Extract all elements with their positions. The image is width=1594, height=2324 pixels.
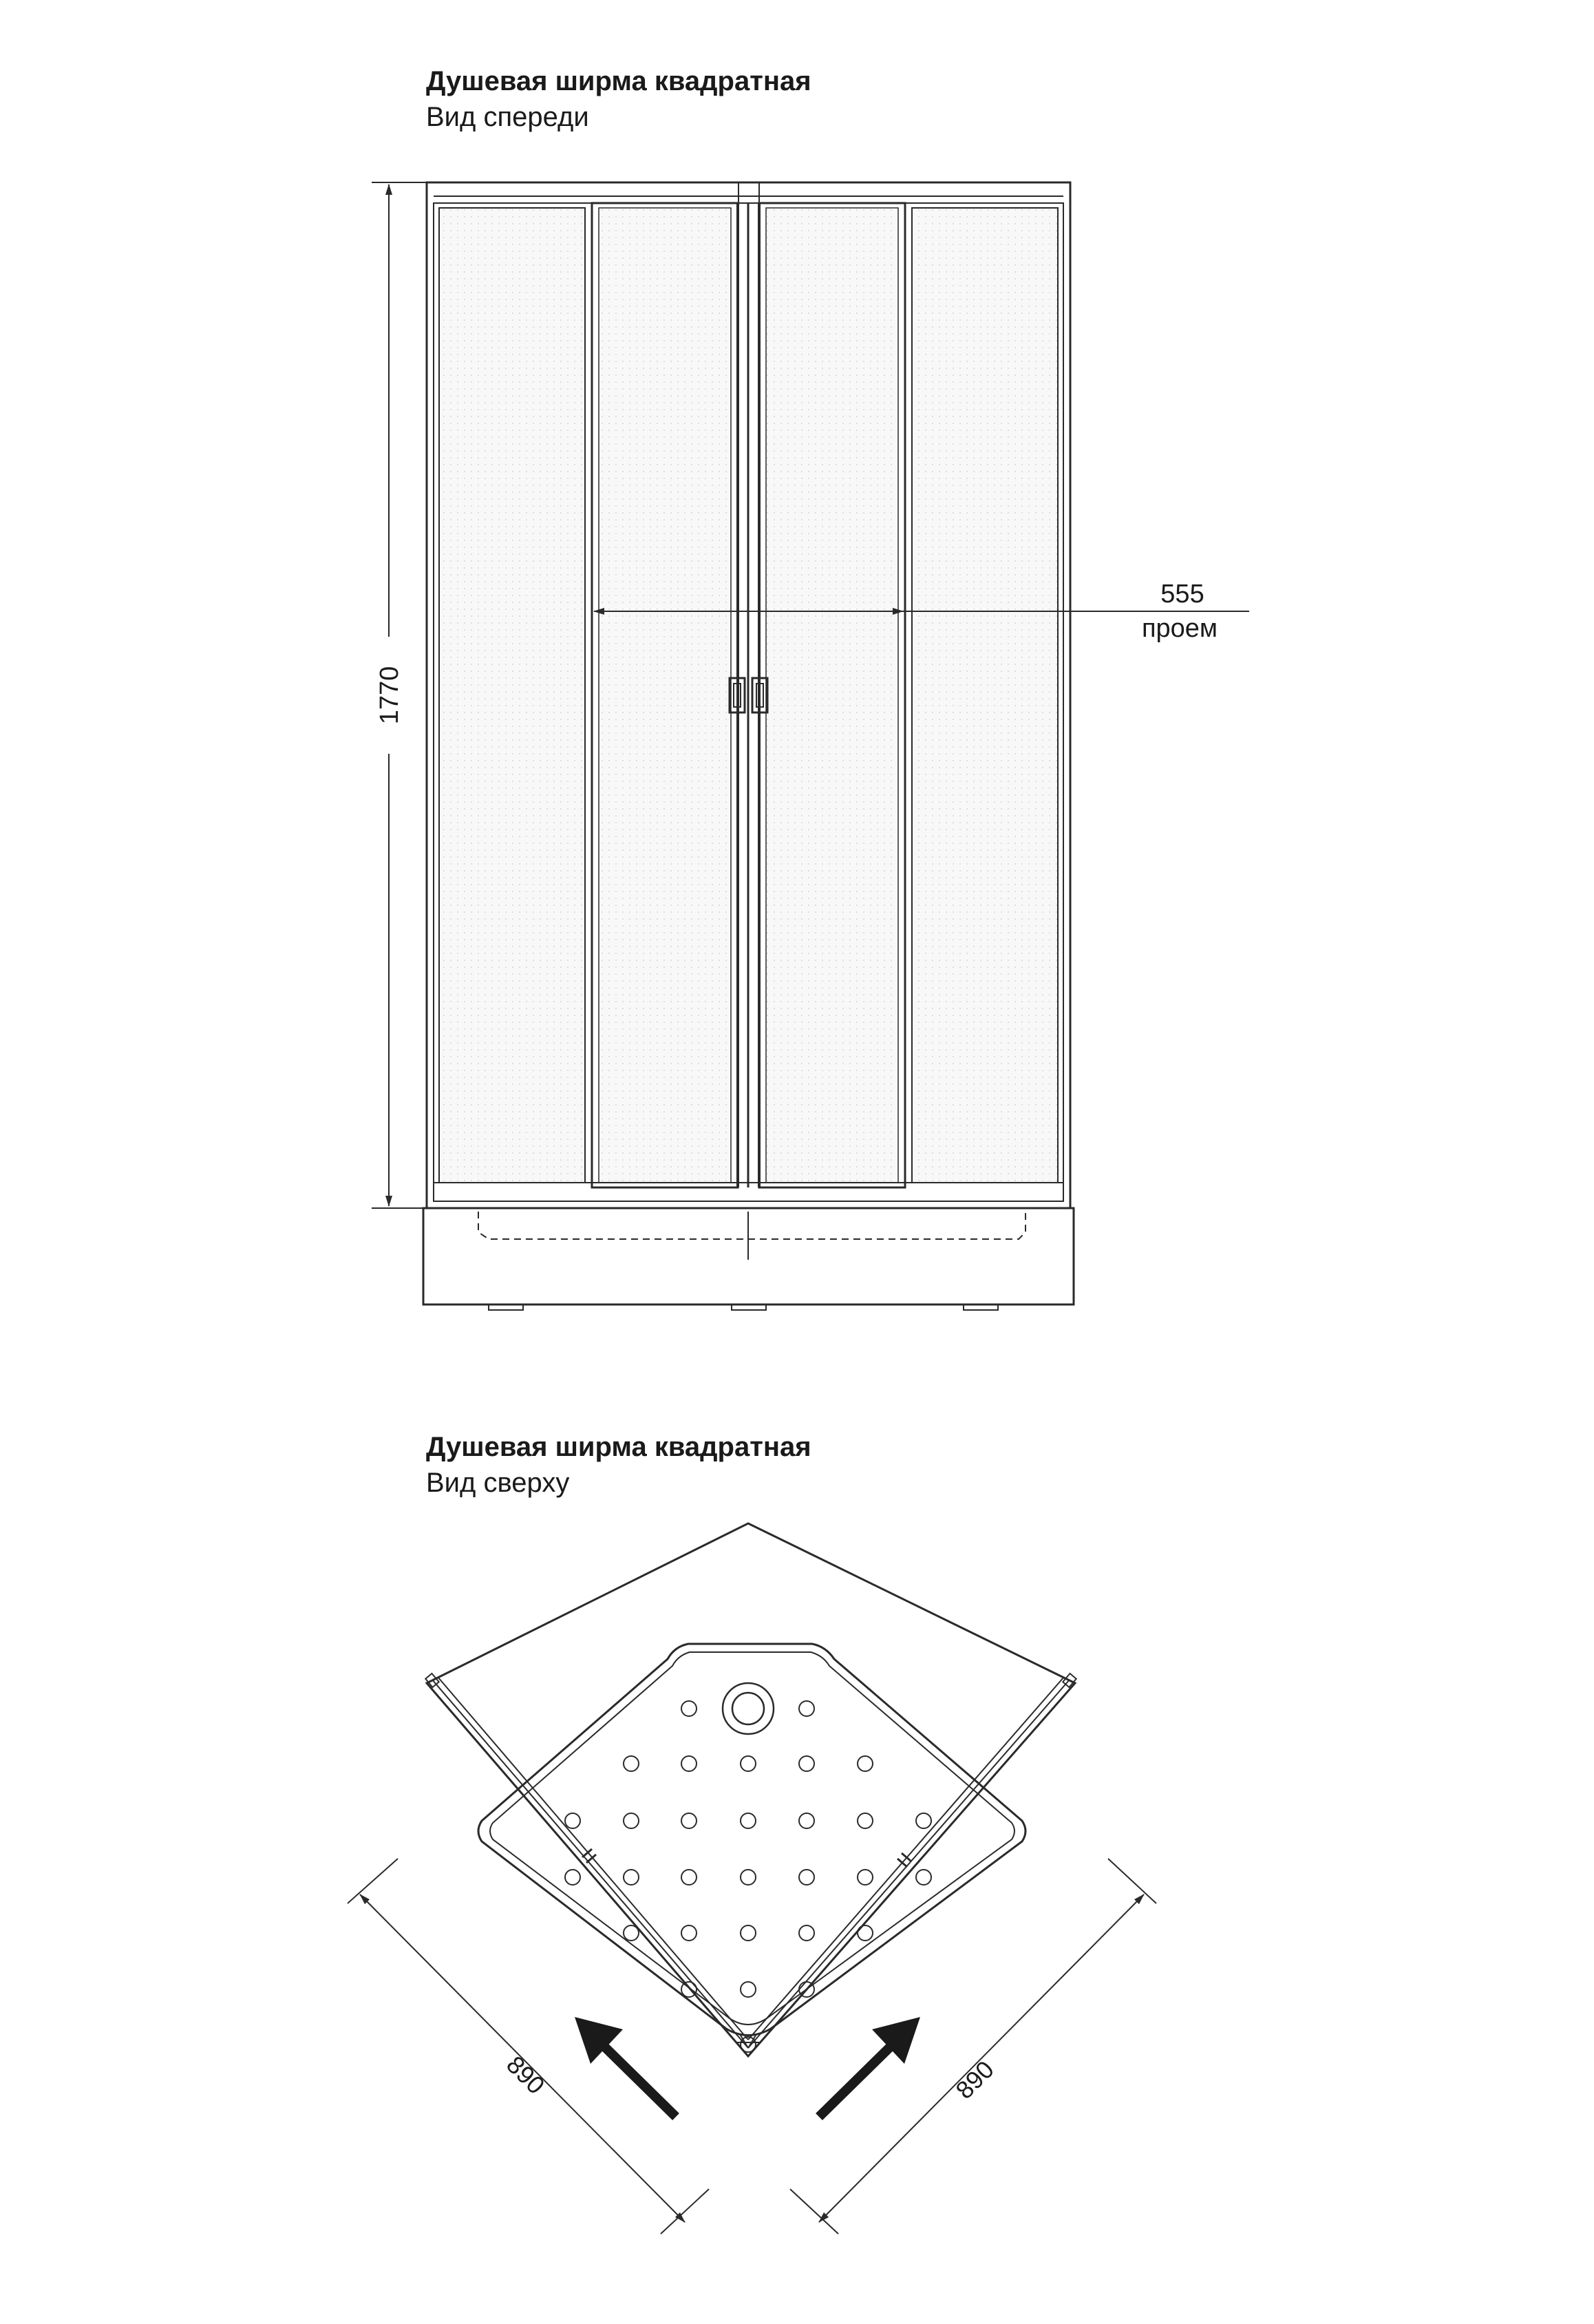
opening-dimension-value: 555: [1160, 580, 1204, 609]
top-view: [348, 1523, 1156, 2234]
front-view: [372, 182, 1249, 1310]
anti-slip-dots: [565, 1701, 931, 2052]
front-rail-left: [427, 1677, 748, 2056]
top-view-subtitle: Вид сверху: [426, 1468, 570, 1498]
right-dimension-label: 890: [950, 2055, 999, 2104]
left-dimension-label: 890: [501, 2050, 551, 2100]
front-view-title: Душевая ширма квадратная: [426, 66, 811, 96]
tray-inner-dashed: [478, 1212, 1026, 1239]
top-view-title: Душевая ширма квадратная: [426, 1432, 811, 1462]
fixed-panel-right: [912, 208, 1058, 1183]
right-dimension-line: [790, 1859, 1156, 2234]
entry-arrow-right-icon: [819, 2017, 920, 2117]
left-dimension-line: [348, 1859, 709, 2234]
front-rail-right: [748, 1677, 1075, 2056]
tray-outline: [427, 1523, 1075, 2056]
opening-dimension-label: проем: [1141, 614, 1218, 643]
front-view-subtitle: Вид спереди: [426, 102, 589, 132]
height-dimension-label: 1770: [375, 666, 404, 725]
top-connector: [738, 182, 759, 203]
entry-arrow-left-icon: [575, 2017, 676, 2117]
drain-icon: [723, 1683, 774, 1734]
fixed-panel-left: [439, 208, 585, 1183]
